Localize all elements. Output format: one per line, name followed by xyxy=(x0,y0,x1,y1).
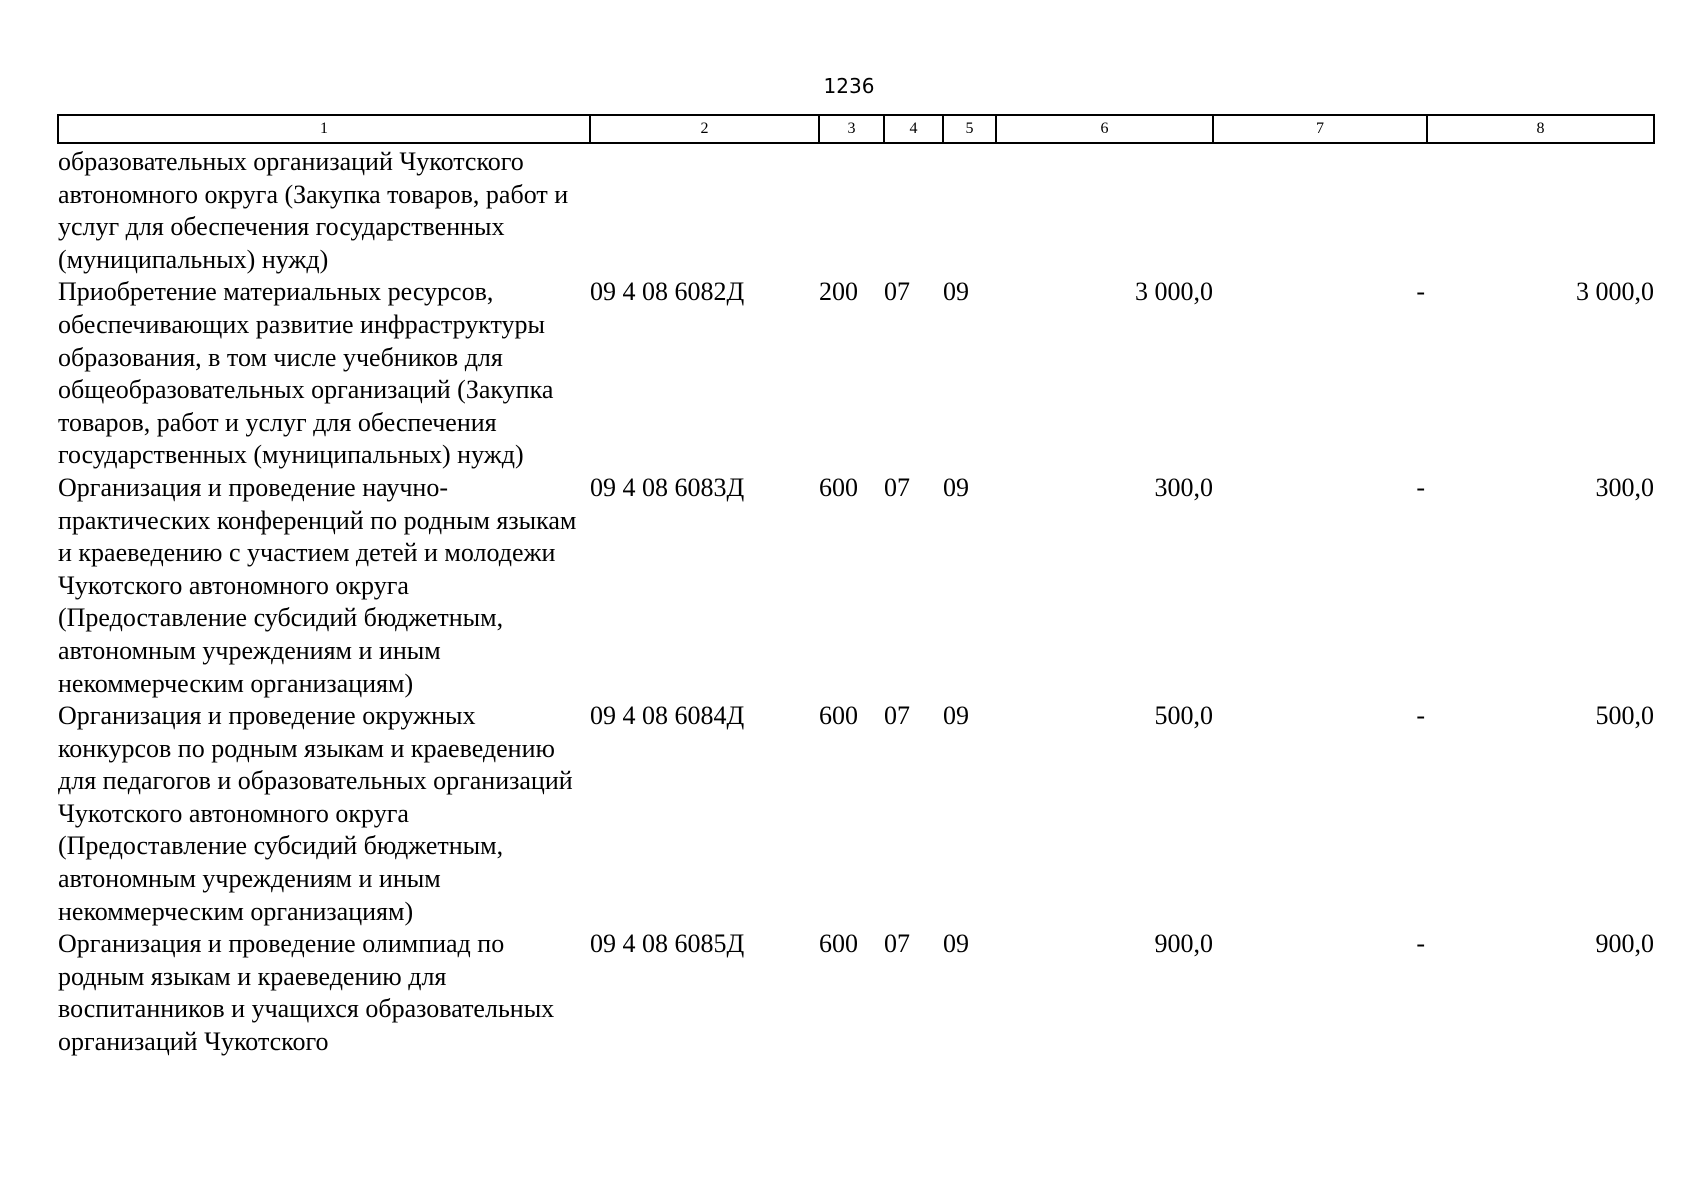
row-csr-code: 09 4 08 6085Д xyxy=(590,929,745,959)
row-description: Организация и проведение научно-практических конференций по родным языкам и краеведению с участием детей и молодежи Чукотского автономного округа (Предоставление субсидий бюджетным, автономным учреждениям и иным некоммерческим организациям) xyxy=(58,472,577,698)
row-total: 900,0 xyxy=(1154,929,1213,959)
row-federal: - xyxy=(1416,472,1425,502)
row-vr-code: 600 xyxy=(819,701,858,731)
table-row xyxy=(58,143,1654,276)
row-pr-code: 09 xyxy=(943,701,969,731)
row-pr-code: 09 xyxy=(943,929,969,959)
row-pr-code: 09 xyxy=(943,277,969,307)
column-header-6: 6 xyxy=(996,115,1213,143)
table-row xyxy=(58,276,1654,472)
row-rz-code: 07 xyxy=(884,277,910,307)
budget-table xyxy=(57,114,1655,1059)
column-header-8: 8 xyxy=(1427,115,1654,143)
row-federal: - xyxy=(1416,929,1425,959)
row-total xyxy=(996,143,1213,276)
row-vr-code: 600 xyxy=(819,472,858,502)
table-row xyxy=(58,928,1654,1058)
row-federal: - xyxy=(1416,701,1425,731)
row-vr-code: 600 xyxy=(819,929,858,959)
row-regional: 3 000,0 xyxy=(1576,277,1654,307)
row-pr-code xyxy=(943,143,996,276)
row-total: 3 000,0 xyxy=(1135,277,1213,307)
row-federal xyxy=(1213,143,1427,276)
column-header-5: 5 xyxy=(943,115,996,143)
row-total: 500,0 xyxy=(1154,701,1213,731)
row-pr-code: 09 xyxy=(943,472,969,502)
column-header-4: 4 xyxy=(884,115,943,143)
column-header-7: 7 xyxy=(1213,115,1427,143)
table-row xyxy=(58,472,1654,700)
row-regional: 300,0 xyxy=(1595,472,1654,502)
row-description: Организация и проведение олимпиад по родным языкам и краеведению для воспитанников и учащихся образовательных организаций Чукотского xyxy=(58,929,555,1057)
row-regional: 500,0 xyxy=(1595,701,1654,731)
row-vr-code: 200 xyxy=(819,277,858,307)
row-vr-code xyxy=(819,143,884,276)
table-row xyxy=(58,700,1654,928)
table-body xyxy=(58,143,1654,1059)
row-rz-code: 07 xyxy=(884,929,910,959)
row-description: образовательных организаций Чукотского автономного округа (Закупка товаров, работ и услуг для обеспечения государственных (муниципальных) нужд) xyxy=(58,147,569,274)
row-description: Приобретение материальных ресурсов, обеспечивающих развитие инфраструктуры образования, в том числе учебников для общеобразовательных организаций (Закупка товаров, работ и услуг для обеспечения государственных (муниципальных) нужд) xyxy=(58,277,554,470)
column-header-2: 2 xyxy=(590,115,819,143)
page-number: 1236 xyxy=(823,74,875,98)
row-rz-code: 07 xyxy=(884,472,910,502)
column-number-row xyxy=(58,115,1654,143)
row-regional: 900,0 xyxy=(1595,929,1654,959)
row-csr-code: 09 4 08 6084Д xyxy=(590,701,745,731)
column-header-3: 3 xyxy=(819,115,884,143)
row-rz-code xyxy=(884,143,943,276)
row-description: Организация и проведение окружных конкурсов по родным языкам и краеведению для педагогов и образовательных организаций Чукотского автономного округа (Предоставление субсидий бюджетным, автономным учреждениям и иным некоммерческим организациям) xyxy=(58,701,573,926)
row-csr-code: 09 4 08 6082Д xyxy=(590,277,745,307)
row-csr-code: 09 4 08 6083Д xyxy=(590,472,745,502)
row-total: 300,0 xyxy=(1154,472,1213,502)
row-csr-code xyxy=(590,143,819,276)
row-regional xyxy=(1427,143,1654,276)
row-federal: - xyxy=(1416,277,1425,307)
column-header-1: 1 xyxy=(58,115,590,143)
table-header xyxy=(58,115,1654,143)
row-rz-code: 07 xyxy=(884,701,910,731)
